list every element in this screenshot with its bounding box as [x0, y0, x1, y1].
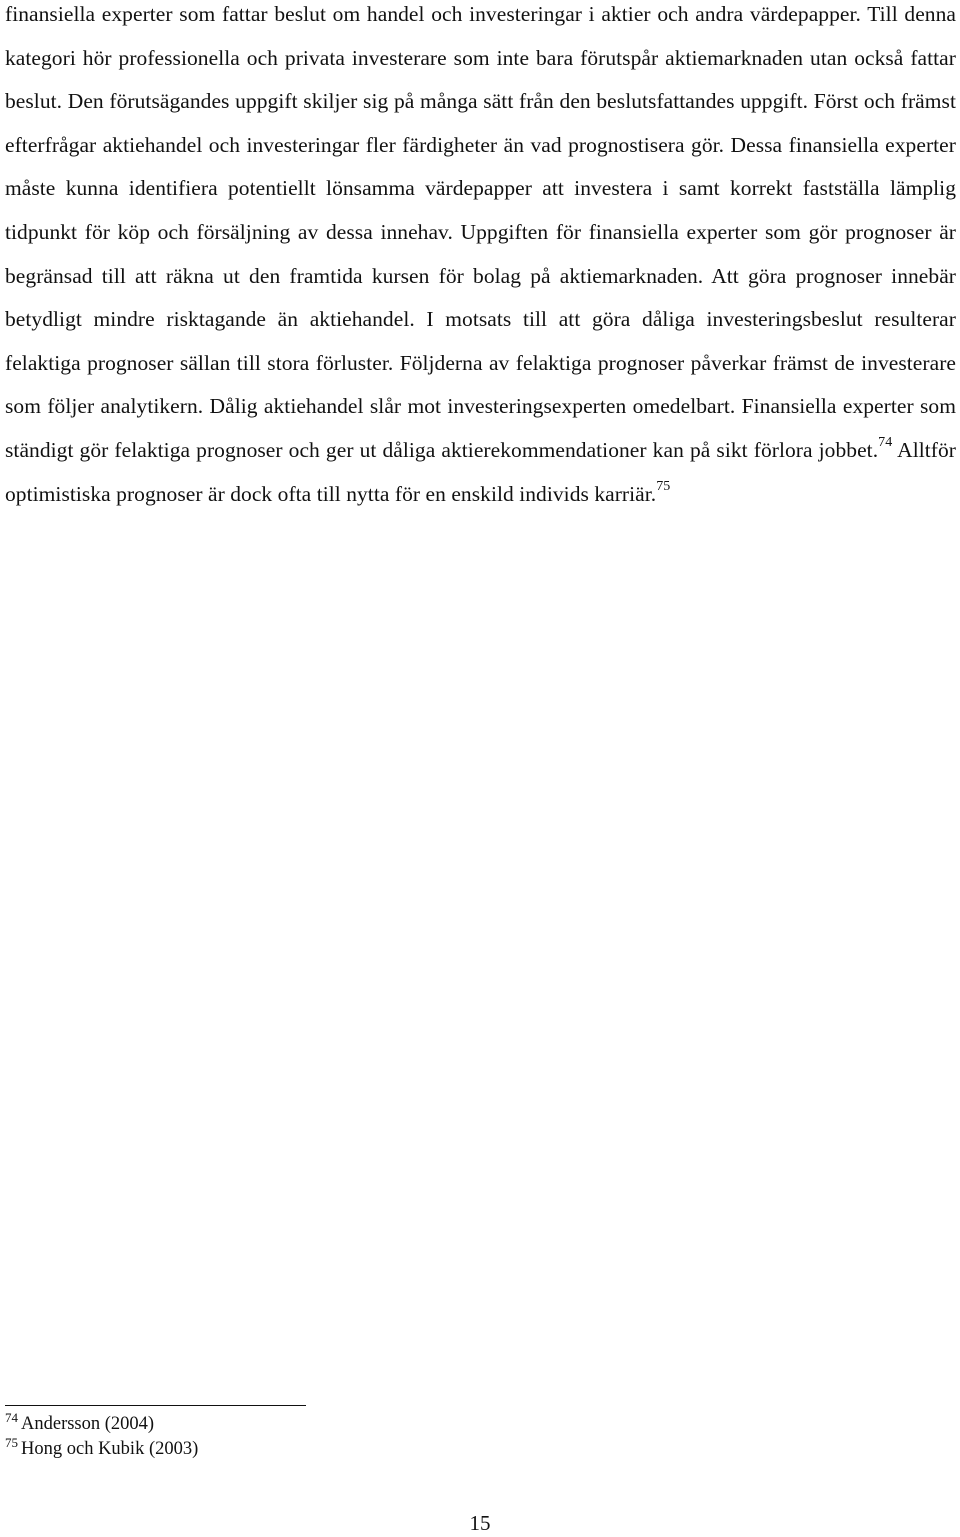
footnote-reference-74: 74	[878, 434, 893, 450]
footnote-separator	[5, 1405, 306, 1406]
footnote-text: Hong och Kubik (2003)	[21, 1439, 199, 1459]
footnote-74	[5, 1412, 605, 1437]
footnote-75	[5, 1437, 605, 1462]
footnote-number: 75	[5, 1435, 18, 1450]
footnote-number: 74	[5, 1410, 18, 1425]
paragraph-text-part-1: finansiella experter som fattar beslut om handel och investeringar i aktier och andra värdepapper. Till denna kategori hör professionella och privata investerare som inte bara förutspår aktiemarknaden utan också fattar beslut. Den förutsägandes uppgift skiljer sig på många sätt från den beslutsfattandes uppgift. Först och främst efterfrågar aktiehandel och investeringar fler färdigheter än vad prognostisera gör. Dessa finansiella experter måste kunna identifiera potentiellt lönsamma värdepapper att investera i samt korrekt fastställa lämplig tidpunkt för köp och försäljning av dessa innehav. Uppgiften för finansiella experter som gör prognoser är begränsad till att räkna ut den framtida kursen för bolag på aktiemarknaden. Att göra prognoser innebär betydligt mindre risktagande än aktiehandel. I motsats till att göra dåliga investeringsbeslut resulterar felaktiga prognoser sällan till stora förluster. Följderna av felaktiga prognoser påverkar främst de investerare som följer analytikern. Dålig aktiehandel slår mot investeringsexperten omedelbart. Finansiella experter som ständigt gör felaktiga prognoser och ger ut dåliga aktierekommendationer kan på sikt förlora jobbet.	[5, 2, 956, 462]
paragraph-text-part-2: Alltför optimistiska prognoser är dock ofta till nytta för en enskild individs karriär.	[5, 437, 957, 506]
footnotes	[5, 1412, 605, 1462]
footnote-reference-75: 75	[656, 478, 671, 494]
body-paragraph	[5, 0, 956, 516]
page-number: 15	[469, 1511, 491, 1535]
footnote-text: Andersson (2004)	[21, 1414, 155, 1434]
